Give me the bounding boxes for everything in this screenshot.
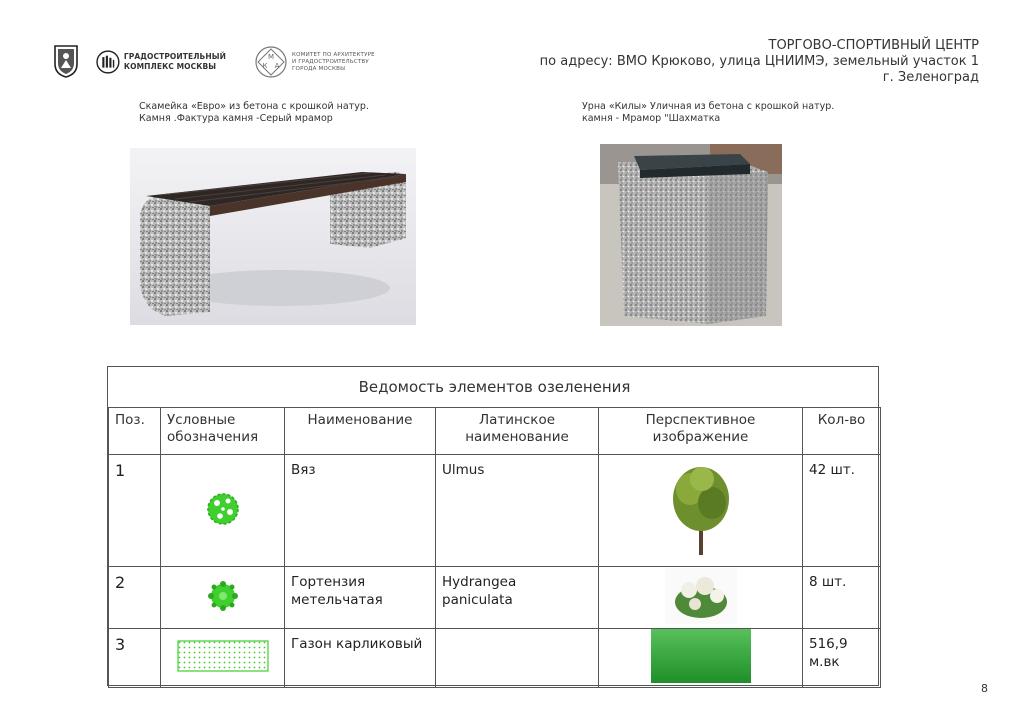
bench-photo xyxy=(130,148,416,325)
row-pos: 3 xyxy=(109,629,161,688)
row-latin: Ulmus xyxy=(436,455,599,567)
mka-logo xyxy=(254,44,394,80)
svg-text:А: А xyxy=(274,62,280,70)
moscow-coat-of-arms-logo xyxy=(53,44,79,78)
table-row xyxy=(109,567,881,629)
header-image: Перспективное изображение xyxy=(599,408,803,455)
project-title-block xyxy=(540,38,979,86)
row-name: Вяз xyxy=(285,455,436,567)
bench-caption: Скамейка «Евро» из бетона с крошкой натур. Камня .Фактура камня -Серый мрамор xyxy=(139,101,369,124)
row-pos: 1 xyxy=(109,455,161,567)
mka-emblem-icon xyxy=(254,45,288,79)
header-qty: Кол-во xyxy=(803,408,881,455)
row-name: Гортензия метельчатая xyxy=(285,567,436,629)
project-city: г. Зеленоград xyxy=(882,70,979,85)
mka-logo-text: КОМИТЕТ ПО АРХИТЕКТУРЕ И ГРАДОСТРОИТЕЛЬСТВУ ГОРОДА МОСКВЫ xyxy=(292,51,375,72)
row-qty: 42 шт. xyxy=(803,455,881,567)
table-row xyxy=(109,629,881,688)
gkm-emblem-icon xyxy=(96,45,120,79)
row-qty: 516,9 м.вк xyxy=(803,629,881,688)
lawn-image xyxy=(599,629,803,688)
page-number: 8 xyxy=(981,682,988,695)
svg-text:М: М xyxy=(267,53,275,61)
row-name: Газон карликовый xyxy=(285,629,436,688)
project-address: по адресу: ВМО Крюково, улица ЦНИИМЭ, земельный участок 1 xyxy=(539,54,979,69)
urn-caption: Урна «Килы» Уличная из бетона с крошкой натур. камня - Мрамор "Шахматка xyxy=(582,101,835,124)
row-pos: 2 xyxy=(109,567,161,629)
header-name: Наименование xyxy=(285,408,436,455)
hydrangea-image xyxy=(599,567,803,629)
table-row xyxy=(109,455,881,567)
elm-symbol-icon xyxy=(161,455,285,567)
hydrangea-symbol-icon xyxy=(161,567,285,629)
gkm-logo-text: ГРАДОСТРОИТЕЛЬНЫЙ КОМПЛЕКС МОСКВЫ xyxy=(123,52,226,71)
table-header-row xyxy=(109,408,881,455)
row-qty: 8 шт. xyxy=(803,567,881,629)
gkm-logo xyxy=(96,44,226,80)
row-latin xyxy=(436,629,599,688)
lawn-symbol-icon xyxy=(161,629,285,688)
svg-text:К: К xyxy=(262,62,268,70)
row-latin: Hydrangea paniculata xyxy=(436,567,599,629)
project-title: ТОРГОВО-СПОРТИВНЫЙ ЦЕНТР xyxy=(768,38,979,53)
table-title: Ведомость элементов озеленения xyxy=(109,367,881,408)
header-symbol: Условные обозначения xyxy=(161,408,285,455)
elm-tree-image xyxy=(599,455,803,567)
header-pos: Поз. xyxy=(109,408,161,455)
urn-photo xyxy=(600,144,782,326)
greenery-elements-table xyxy=(107,366,879,686)
header-latin: Латинское наименование xyxy=(436,408,599,455)
